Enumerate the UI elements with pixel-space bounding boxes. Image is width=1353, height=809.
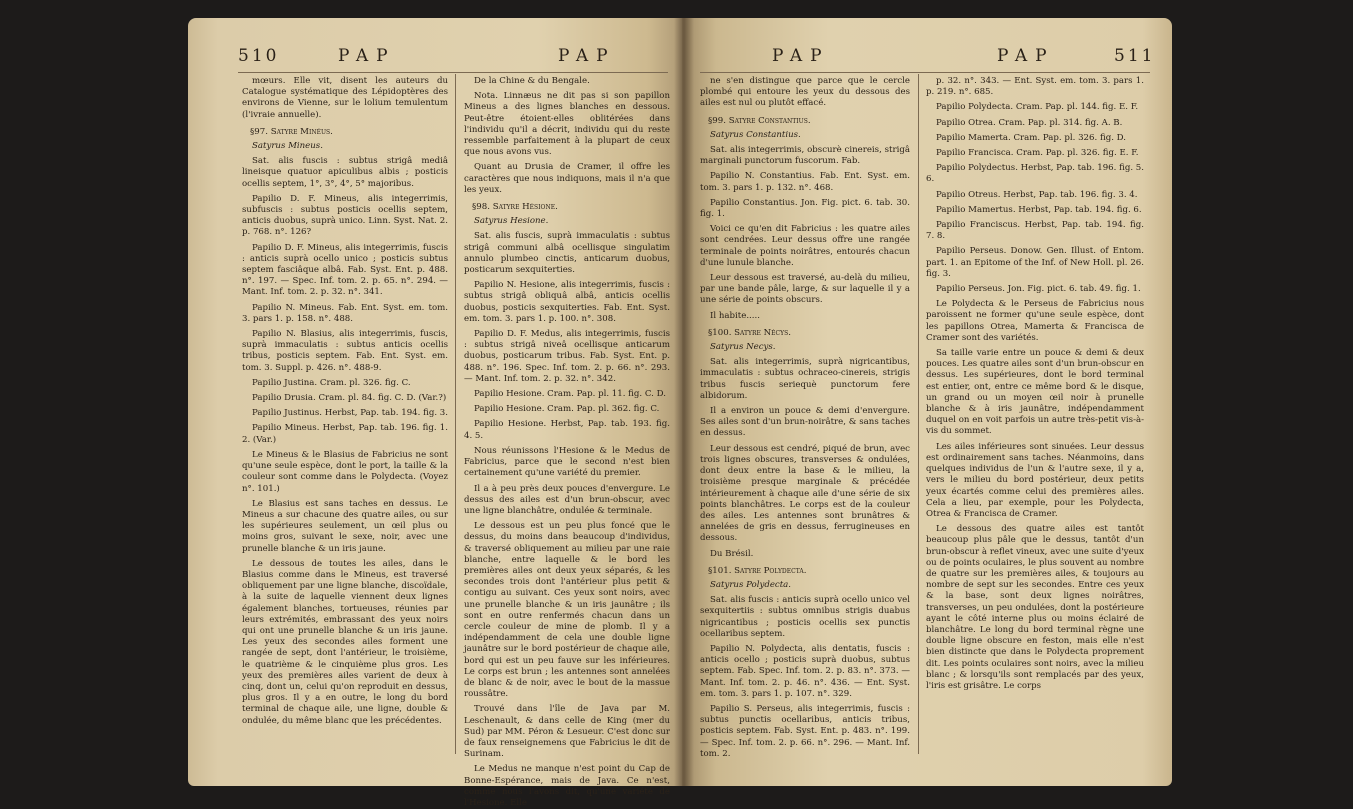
text-paragraph: Sat. alis integerrimis, suprà nigricantibus, immaculatis : subtus ochraceo-cinereis, strigis tribus fuscis seriequè punctorum fere albidorum. xyxy=(700,357,910,401)
text-paragraph: Papilio Perseus. Donow. Gen. Illust. of Entom. part. 1. an Epitome of the Inf. of New Holl. pl. 26. fig. 3. xyxy=(926,246,1144,279)
text-paragraph: Papilio Mamertus. Herbst, Pap. tab. 194. fig. 6. xyxy=(936,204,1142,215)
text-paragraph: Papilio Franciscus. Herbst, Pap. tab. 194. fig. 7. 8. xyxy=(926,220,1144,242)
text-paragraph: §97. Satyre Minéus. xyxy=(250,126,333,137)
text-paragraph: mœurs. Elle vit, disent les auteurs du Catalogue systématique des Lépidoptères des environs de Vienne, sur le lolium temulentum (l'ivraie annuelle). xyxy=(242,76,448,120)
text-paragraph: Papilio Mineus. Herbst, Pap. tab. 196. fig. 1. 2. (Var.) xyxy=(242,423,448,445)
text-paragraph: Papilio Otrea. Cram. Pap. pl. 314. fig. A. B. xyxy=(936,117,1123,128)
text-paragraph: Le Mineus & le Blasius de Fabricius ne sont qu'une seule espèce, dont le port, la taille & la couleur sont comme dans le Polydecta. (Voyez n°. 101.) xyxy=(242,449,448,494)
column-rule xyxy=(455,74,456,754)
text-paragraph: Papilio N. Constantius. Fab. Ent. Syst. em. tom. 3. pars 1. p. 132. n°. 468. xyxy=(700,171,910,193)
text-paragraph: Papilio Hesione. Herbst, Pap. tab. 193. fig. 4. 5. xyxy=(464,419,670,441)
text-paragraph: p. 32. n°. 343. — Ent. Syst. em. tom. 3. pars 1. p. 219. n°. 685. xyxy=(926,76,1144,98)
text-paragraph: ne s'en distingue que parce que le cercle plombé qui entoure les yeux du dessous des ailes est nul ou plutôt effacé. xyxy=(700,76,910,109)
right-page xyxy=(682,18,1172,786)
text-paragraph: Papilio Constantius. Jon. Fig. pict. 6. tab. 30. fig. 1. xyxy=(700,197,910,220)
text-paragraph: Satyrus Mineus. xyxy=(252,141,323,152)
text-paragraph: Papilio Mamerta. Cram. Pap. pl. 326. fig. D. xyxy=(936,132,1126,143)
text-paragraph: Le dessous de toutes les ailes, dans le Blasius comme dans le Mineus, est traversé obliquement par une ligne blanche, discoïdale, à la suite de laquelle viennent deux lignes également blanches, tortueuses, réunies par leurs extrémités, embrassant des yeux noirs qui ont une prunelle blanche & un iris jaune. Les yeux des secondes ailes forment une rangée de sept, dont l'antérieur, le troisième, le quatrième & le cinquième plus gros. Les yeux des premières ailes varient de deux à cinq, dont un, celui qu'on reproduit en dessus, plus gros. Il y a en outre, le long du bord terminal de chaque aile, une ligne, double & ondulée, du même blanc que les précédentes. xyxy=(242,558,448,726)
left-page-header xyxy=(188,46,688,70)
text-paragraph: Satyrus Constantius. xyxy=(710,129,801,140)
text-paragraph: Le dessous des quatre ailes est tantôt beaucoup plus pâle que le dessus, tantôt d'un brun-obscur à reflet vineux, avec une suite d'yeux ou de points oculaires, le plus souvent au nombre de quatre sur les premières ailes, & toujours au nombre de sept sur les secondes. Entre ces yeux & la base, sont deux lignes noirâtres, transverses, un peu ondulées, dont la postérieure ayant le côté interne plus ou moins éclairé de blanchâtre. Le long du bord terminal règne une double ligne obscure en feston, mais elle n'est bien distincte que dans le Polydecta proprement dit. Les points oculaires sont noirs, avec la milieu blanc ; & lorsqu'ils sont remplacés par des yeux, l'iris est grisâtre. Le corps xyxy=(926,524,1144,691)
text-paragraph: Papilio Francisca. Cram. Pap. pl. 326. fig. E. F. xyxy=(936,148,1139,159)
text-paragraph: Satyrus Necys. xyxy=(710,342,776,353)
text-paragraph: §99. Satyre Constantius. xyxy=(708,115,811,126)
text-paragraph: Nota. Linnæus ne dit pas si son papillon Mineus a des lignes blanches en dessous. Peut-être étoient-elles oblitérées dans l'individu qu'il a décrit, individu qui du reste ressemble parfaitement à la plupart de ceux que nous avons vus. xyxy=(464,91,670,158)
running-head: PAP xyxy=(558,46,616,66)
text-paragraph: Sat. alis integerrimis, obscurè cinereis, strigâ marginali punctorum fuscorum. Fab. xyxy=(700,145,910,167)
text-paragraph: Papilio S. Perseus, alis integerrimis, fuscis : subtus punctis ocellaribus, anticis tribus, posticis septem. Fab. Syst. Ent. p. 483. n°. 199. — Spec. Inf. tom. 2. p. 66. n°. 296. — Mant. Inf. tom. 2. xyxy=(700,703,910,759)
text-paragraph: Papilio Hesione. Cram. Pap. pl. 11. fig. C. D. xyxy=(474,389,666,400)
page-number: 510 xyxy=(238,46,280,66)
text-paragraph: §101. Satyre Polydecta. xyxy=(708,565,807,576)
text-paragraph: Les ailes inférieures sont sinuées. Leur dessus est ordinairement sans taches. Néanmoins, dans quelques individus de l'un & l'autre sexe, il y a, vers le milieu du bord postérieur, deux petits yeux écartés comme celui des premières ailes. Cela a lieu, par exemple, pour les Polydecta, Otrea & Francisca de Cramer. xyxy=(926,441,1144,519)
text-paragraph: §100. Satyre Nécys. xyxy=(708,327,791,338)
text-paragraph: Leur dessous est cendré, piqué de brun, avec trois lignes obscures, transverses & ondulées, dont deux entre la base & le milieu, la troisième presque marginale & précédée intérieurement à chaque aile d'une série de six points blanchâtres. Le corps est de la couleur des ailes. Les antennes sont brunâtres & annelées de gris en dessus, ferrugineuses en dessous. xyxy=(700,443,910,544)
text-paragraph: Il a environ un pouce & demi d'envergure. Ses ailes sont d'un brun-noirâtre, & sans taches en dessus. xyxy=(700,406,910,439)
text-paragraph: Sat. alis fuscis : subtus strigâ mediâ lineisque quatuor apiculibus albis ; posticis ocellis septem, 1°, 3°, 4°, 5° majoribus. xyxy=(242,156,448,189)
left-column-1 xyxy=(242,76,448,766)
text-paragraph: Papilio D. F. Mineus, alis integerrimis, subfuscis : subtus posticis ocellis septem, anticis duobus, suprà unico. Linn. Syst. Nat. 2. p. 768. n°. 126? xyxy=(242,193,448,238)
text-paragraph: Sat. alis fuscis : anticis suprà ocello unico vel sexquitertiis : subtus omnibus strigis duabus nigricantibus ; posticis ocellis sex punctis ocellaribus septem. xyxy=(700,595,910,639)
text-paragraph: Le Medus ne manque n'est point du Cap de Bonne-Espérance, mais de Java. Ce n'est, comme nous l'avons dit, qu'une variété de l'Hesione. Elle xyxy=(464,764,670,808)
text-paragraph: Satyrus Hesione. xyxy=(474,216,549,227)
page-number: 511 xyxy=(1114,46,1156,66)
header-rule xyxy=(700,72,1150,73)
open-book xyxy=(188,18,1172,808)
text-paragraph: Papilio N. Hesione, alis integerrimis, fuscis : subtus strigâ obliquâ albâ, anticis ocellis duobus, posticis sexquiterties. Fab. Ent. Syst. em. tom. 3. pars 1. p. 100. n°. 308. xyxy=(464,280,670,324)
text-paragraph: Le Polydecta & le Perseus de Fabricius nous paroissent ne former qu'une seule espèce, dont les papillons Otrea, Mamerta & Francisca de Cramer sont des variétés. xyxy=(926,299,1144,343)
text-paragraph: De la Chine & du Bengale. xyxy=(474,76,590,86)
left-page xyxy=(188,18,688,808)
left-column-2 xyxy=(464,76,670,808)
text-paragraph: Sa taille varie entre un pouce & demi & deux pouces. Les quatre ailes sont d'un brun-obscur en dessus. Les supérieures, dont le bord terminal est entier, ont, entre ce même bord & le disque, un grand ou un moyen œil noir à prunelle blanche & à iris jaunâtre, indépendamment duquel on en voit parfois un autre très-petit vis-à-vis du sommet. xyxy=(926,348,1144,437)
text-paragraph: Papilio Justina. Cram. pl. 326. fig. C. xyxy=(252,377,411,388)
text-paragraph: Sat. alis fuscis, suprà immaculatis : subtus strigâ communi albâ ocellisque singulatim annulo plumbeo cinctis, anticarum duobus, posticarum sexquiterties. xyxy=(464,231,670,276)
text-paragraph: §98. Satyre Hésione. xyxy=(472,202,558,213)
text-paragraph: Papilio D. F. Medus, alis integerrimis, fuscis : subtus strigâ niveâ ocellisque anticarum duobus, posticarum tribus. Fab. Syst. Ent. p. 488. n°. 196. Spec. Inf. tom. 2. p. 66. n°. 293. — Mant. Inf. tom. 2. p. 32. n°. 342. xyxy=(464,329,670,384)
text-paragraph: Papilio N. Blasius, alis integerrimis, fuscis, suprà immaculatis : subtus anticis ocellis tribus, posticis septem. Fab. Ent. Syst. em. tom. 3. Suppl. p. 426. n°. 488-9. xyxy=(242,329,448,373)
text-paragraph: Il a à peu près deux pouces d'envergure. Le dessus des ailes est d'un brun-obscur, avec une ligne blanchâtre, ondulée & terminale. xyxy=(464,483,670,516)
right-column-2 xyxy=(926,76,1144,766)
text-paragraph: Voici ce qu'en dit Fabricius : les quatre ailes sont cendrées. Leur dessus offre une rangée terminale de points noirâtres, entourés chacun d'une lunule blanche. xyxy=(700,224,910,268)
text-paragraph: Le dessous est un peu plus foncé que le dessus, du moins dans beaucoup d'individus, & traversé obliquement au milieu par une raie blanche, entre laquelle & le bord les premières ailes ont deux yeux séparés, & les secondes trois dont l'antérieur plus petit & contigu au suivant. Ces yeux sont noirs, avec une prunelle blanche & un iris jaunâtre ; ils sont en outre renfermés chacun dans un cercle couleur de mine de plomb. Il y a indépendamment de cela une double ligne jaunâtre sur le bord postérieur de chaque aile, bord qui est un peu fauve sur les inférieures. Le corps est brun ; les antennes sont annelées de blanc & de noir, avec le bout de la massue roussâtre. xyxy=(464,521,670,700)
running-head: PAP xyxy=(338,46,396,66)
text-paragraph: Papilio Justinus. Herbst, Pap. tab. 194. fig. 3. xyxy=(252,408,449,419)
text-paragraph: Il habite..... xyxy=(710,310,760,321)
text-paragraph: Papilio Perseus. Jon. Fig. pict. 6. tab. 49. fig. 1. xyxy=(936,284,1141,295)
right-column-1 xyxy=(700,76,910,766)
running-head: PAP xyxy=(772,46,830,66)
right-page-header xyxy=(682,46,1172,70)
text-paragraph: Papilio Polydecta. Cram. Pap. pl. 144. fig. E. F. xyxy=(936,102,1139,113)
text-paragraph: Papilio Otreus. Herbst, Pap. tab. 196. fig. 3. 4. xyxy=(936,189,1138,200)
text-paragraph: Papilio Hesione. Cram. Pap. pl. 362. fig. C. xyxy=(474,404,660,415)
text-paragraph: Nous réunissons l'Hesione & le Medus de Fabricius, parce que le second n'est bien certainement qu'une variété du premier. xyxy=(464,445,670,479)
column-rule xyxy=(918,74,919,754)
header-rule xyxy=(238,72,668,73)
text-paragraph: Le Blasius est sans taches en dessus. Le Mineus a sur chacune des quatre ailes, ou sur les supérieures seulement, un œil plus ou moins gros, suivant le sexe, noir, avec une prunelle blanche & un iris jaune. xyxy=(242,498,448,554)
text-paragraph: Papilio Drusia. Cram. pl. 84. fig. C. D. (Var.?) xyxy=(252,393,447,404)
text-paragraph: Papilio N. Mineus. Fab. Ent. Syst. em. tom. 3. pars 1. p. 158. n°. 488. xyxy=(242,302,448,324)
text-paragraph: Papilio Polydectus. Herbst, Pap. tab. 196. fig. 5. 6. xyxy=(926,163,1144,185)
running-head: PAP xyxy=(997,46,1055,66)
text-paragraph: Satyrus Polydecta. xyxy=(710,579,792,590)
text-paragraph: Quant au Drusia de Cramer, il offre les caractères que nous indiquons, mais il n'a que les yeux. xyxy=(464,162,670,195)
text-paragraph: Papilio N. Polydecta, alis dentatis, fuscis : anticis ocello ; posticis suprà duobus, subtus septem. Fab. Spec. Inf. tom. 2. p. 83. n°. 373. — Mant. Inf. tom. 2. p. 46. n°. 436. — Ent. Syst. em. tom. 3. pars 1. p. 107. n°. 329. xyxy=(700,643,910,699)
text-paragraph: Du Brésil. xyxy=(710,548,754,559)
text-paragraph: Trouvé dans l'île de Java par M. Leschenault, & dans celle de King (mer du Sud) par MM. Péron & Lesueur. C'est donc sur de faux renseignemens que Fabricius le dit de Surinam. xyxy=(464,704,670,760)
text-paragraph: Leur dessous est traversé, au-delà du milieu, par une bande pâle, large, & sur laquelle il y a une série de points obscurs. xyxy=(700,273,910,306)
book-gutter xyxy=(674,18,694,786)
text-paragraph: Papilio D. F. Mineus, alis integerrimis, fuscis : anticis suprà ocello unico ; posticis subtus septem fasciâque albâ. Fab. Syst. Ent. p. 488. n°. 197. — Spec. Inf. tom. 2. p. 65. n°. 294. — Mant. Inf. tom. 2. p. 32. n°. 341. xyxy=(242,242,448,298)
